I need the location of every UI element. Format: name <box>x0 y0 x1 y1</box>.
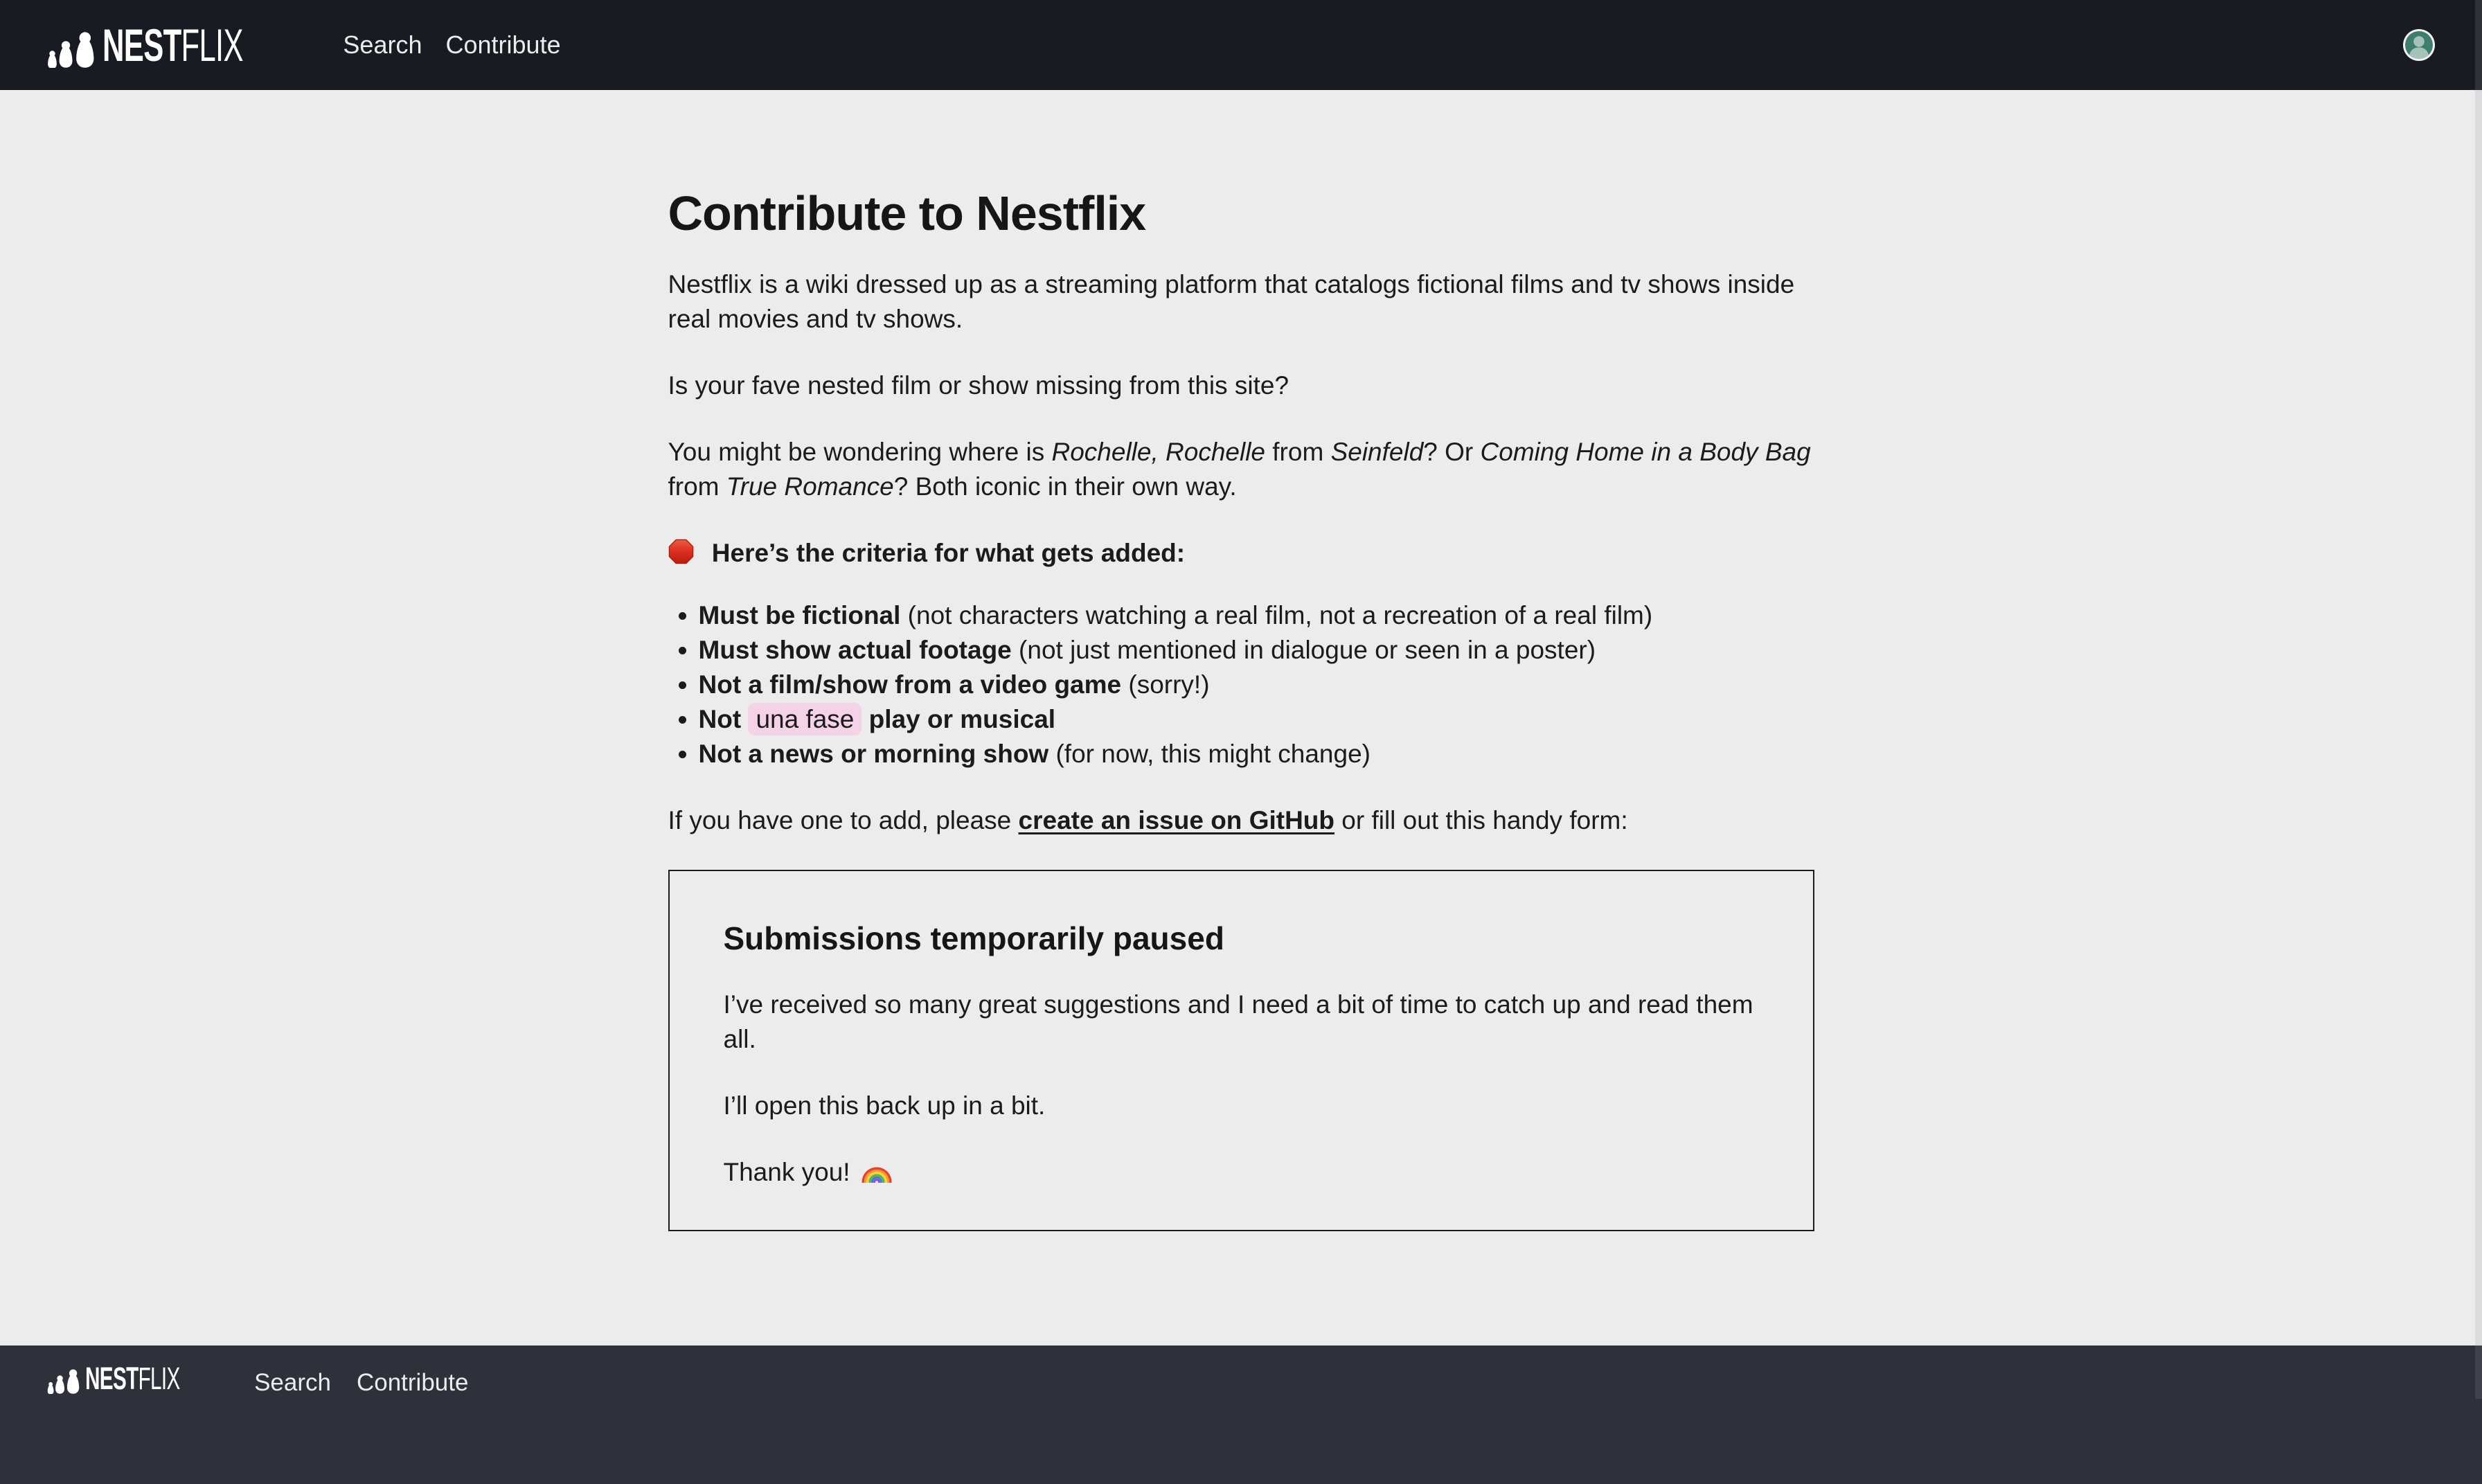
text-segment: (not just mentioned in dialogue or seen in a poster) <box>1011 636 1596 664</box>
footer <box>0 1346 2482 1484</box>
text-segment: If you have one to add, please <box>668 806 1019 834</box>
notice-thanks-text: Thank you! <box>723 1158 850 1186</box>
page-title: Contribute to Nestflix <box>668 186 1146 240</box>
text-segment: Not a news or morning show <box>698 740 1049 768</box>
text-segment: (not characters watching a real film, not a recreation of a real film) <box>900 601 1653 629</box>
criteria-heading-text: Here’s the criteria for what gets added: <box>711 539 1186 567</box>
footer-link-search[interactable]: Search <box>254 1369 331 1396</box>
intro-paragraph-3 <box>668 435 1814 504</box>
notice-box <box>668 870 1814 1231</box>
text-segment: or fill out this handy form: <box>1334 806 1628 834</box>
text-segment: ? Or <box>1423 438 1481 466</box>
avatar[interactable] <box>2403 29 2435 61</box>
criteria-item <box>699 633 1814 668</box>
footer-logo-nestflix[interactable] <box>47 1363 229 1394</box>
person-avatar-icon <box>2403 29 2435 61</box>
stop-sign-icon <box>668 542 701 570</box>
nesting-dolls-icon <box>47 32 96 68</box>
text-segment: Seinfeld <box>1330 438 1424 466</box>
text-segment: Must show actual footage <box>698 636 1012 664</box>
criteria-heading <box>668 536 1814 573</box>
criteria-item <box>699 598 1814 633</box>
text-segment: play or musical <box>861 705 1056 733</box>
primary-nav <box>319 30 560 60</box>
github-issue-link[interactable]: create an issue on GitHub <box>1018 806 1334 834</box>
nav-link-search[interactable]: Search <box>343 30 422 59</box>
text-segment: (for now, this might change) <box>1048 740 1371 768</box>
criteria-list <box>668 598 1814 771</box>
text-segment: You might be wondering where is <box>668 438 1052 466</box>
text-segment: Must be fictional <box>698 601 901 629</box>
text-segment: Rochelle, Rochelle <box>1051 438 1265 466</box>
logo-nestflix[interactable] <box>47 19 315 71</box>
scrollbar-track[interactable] <box>2475 0 2482 1399</box>
navbar <box>0 0 2482 90</box>
contribute-article <box>668 90 1814 1231</box>
footer-logo-wordmark: NESTFLIX <box>85 1361 180 1396</box>
notice-title: Submissions temporarily paused <box>723 920 1224 956</box>
intro-paragraph-1: Nestflix is a wiki dressed up as a streaming platform that catalogs fictional films and tv shows inside real movies and tv shows. <box>668 270 1795 333</box>
footer-link-contribute[interactable]: Contribute <box>356 1369 469 1396</box>
text-segment: Not a film/show from a video game <box>698 670 1122 699</box>
text-segment: Not <box>698 705 749 733</box>
text-segment: ? Both iconic in their own way. <box>893 472 1237 501</box>
criteria-item <box>699 702 1814 737</box>
highlighted-text: una fase <box>748 703 861 735</box>
intro-paragraph-2: Is your fave nested film or show missing from this site? <box>668 371 1289 400</box>
text-segment: Coming Home in a Body Bag <box>1480 438 1811 466</box>
notice-paragraph-1: I’ve received so many great suggestions and I need a bit of time to catch up and read them all. <box>723 990 1753 1053</box>
nesting-dolls-icon <box>47 1369 80 1394</box>
logo-wordmark: NESTFLIX <box>102 19 243 71</box>
criteria-item <box>699 737 1814 771</box>
text-segment: from <box>668 472 726 501</box>
criteria-item <box>699 668 1814 702</box>
text-segment: from <box>1265 438 1331 466</box>
notice-thanks <box>724 1155 1759 1192</box>
cta-paragraph <box>668 803 1814 838</box>
rainbow-icon <box>861 1160 892 1188</box>
nav-link-contribute[interactable]: Contribute <box>445 30 561 59</box>
text-segment: True Romance <box>726 472 894 501</box>
notice-paragraph-2: I’ll open this back up in a bit. <box>723 1091 1046 1120</box>
text-segment: (sorry!) <box>1121 670 1210 699</box>
